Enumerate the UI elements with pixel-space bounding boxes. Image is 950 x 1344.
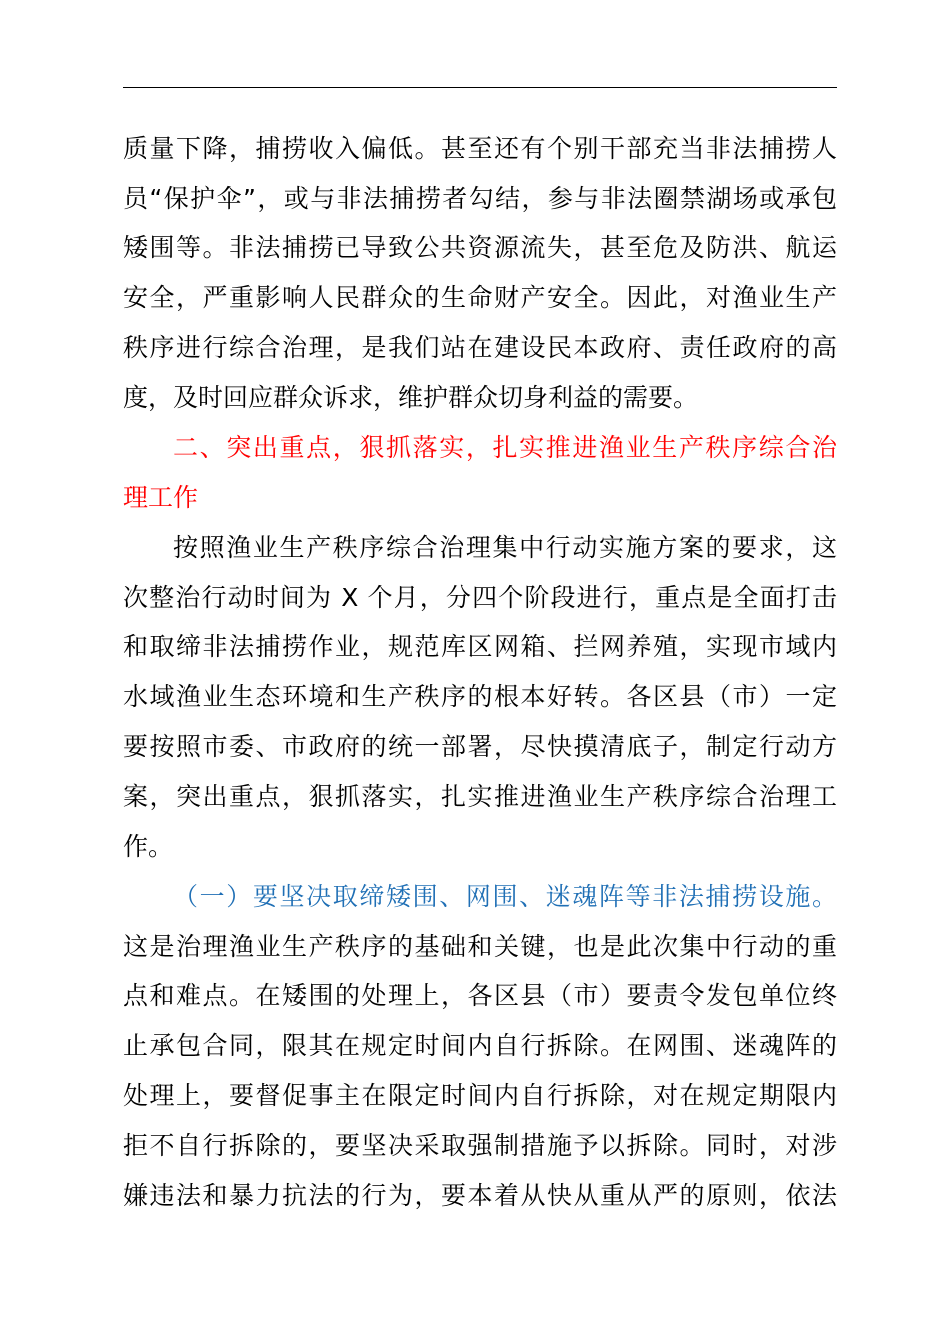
- body-line: 嫌违法和暴力抗法的行为，要本着从快从重从严的原则，依法: [123, 1181, 837, 1210]
- subsection-heading: （一）要坚决取缔矮围、网围、迷魂阵等非法捕捞设施。: [173, 882, 837, 911]
- body-line: 止承包合同，限其在规定时间内自行拆除。在网围、迷魂阵的: [123, 1031, 837, 1060]
- body-line: 秩序进行综合治理，是我们站在建设民本政府、责任政府的高: [123, 333, 837, 362]
- body-line: 水域渔业生态环境和生产秩序的根本好转。各区县（市）一定: [123, 682, 837, 711]
- body-line: 矮围等。非法捕捞已导致公共资源流失，甚至危及防洪、航运: [123, 233, 837, 262]
- section-heading: 二、突出重点，狠抓落实，扎实推进渔业生产秩序综合治: [173, 433, 837, 462]
- body-line: 点和难点。在矮围的处理上，各区县（市）要责令发包单位终: [123, 981, 837, 1010]
- body-line: 度，及时回应群众诉求，维护群众切身利益的需要。: [123, 383, 699, 412]
- body-line: 按照渔业生产秩序综合治理集中行动实施方案的要求，这: [173, 533, 837, 562]
- body-line: 安全，严重影响人民群众的生命财产安全。因此，对渔业生产: [123, 283, 837, 312]
- section-heading-continued: 理工作: [123, 483, 199, 512]
- body-line: 处理上，要督促事主在限定时间内自行拆除，对在规定期限内: [123, 1081, 837, 1110]
- body-line: 案，突出重点，狠抓落实，扎实推进渔业生产秩序综合治理工: [123, 782, 837, 811]
- body-line: 作。: [123, 832, 174, 861]
- header-rule: [123, 87, 837, 88]
- body-line: 拒不自行拆除的，要坚决采取强制措施予以拆除。同时，对涉: [123, 1131, 837, 1160]
- body-line: 次整治行动时间为 X 个月，分四个阶段进行，重点是全面打击: [123, 583, 837, 612]
- body-line: 和取缔非法捕捞作业，规范库区网箱、拦网养殖，实现市域内: [123, 632, 837, 661]
- body-line: 员“保护伞”，或与非法捕捞者勾结，参与非法圈禁湖场或承包: [123, 184, 837, 213]
- body-line: 这是治理渔业生产秩序的基础和关键，也是此次集中行动的重: [123, 932, 837, 961]
- body-line: 要按照市委、市政府的统一部署，尽快摸清底子，制定行动方: [123, 732, 837, 761]
- body-line: 质量下降，捕捞收入偏低。甚至还有个别干部充当非法捕捞人: [123, 134, 837, 163]
